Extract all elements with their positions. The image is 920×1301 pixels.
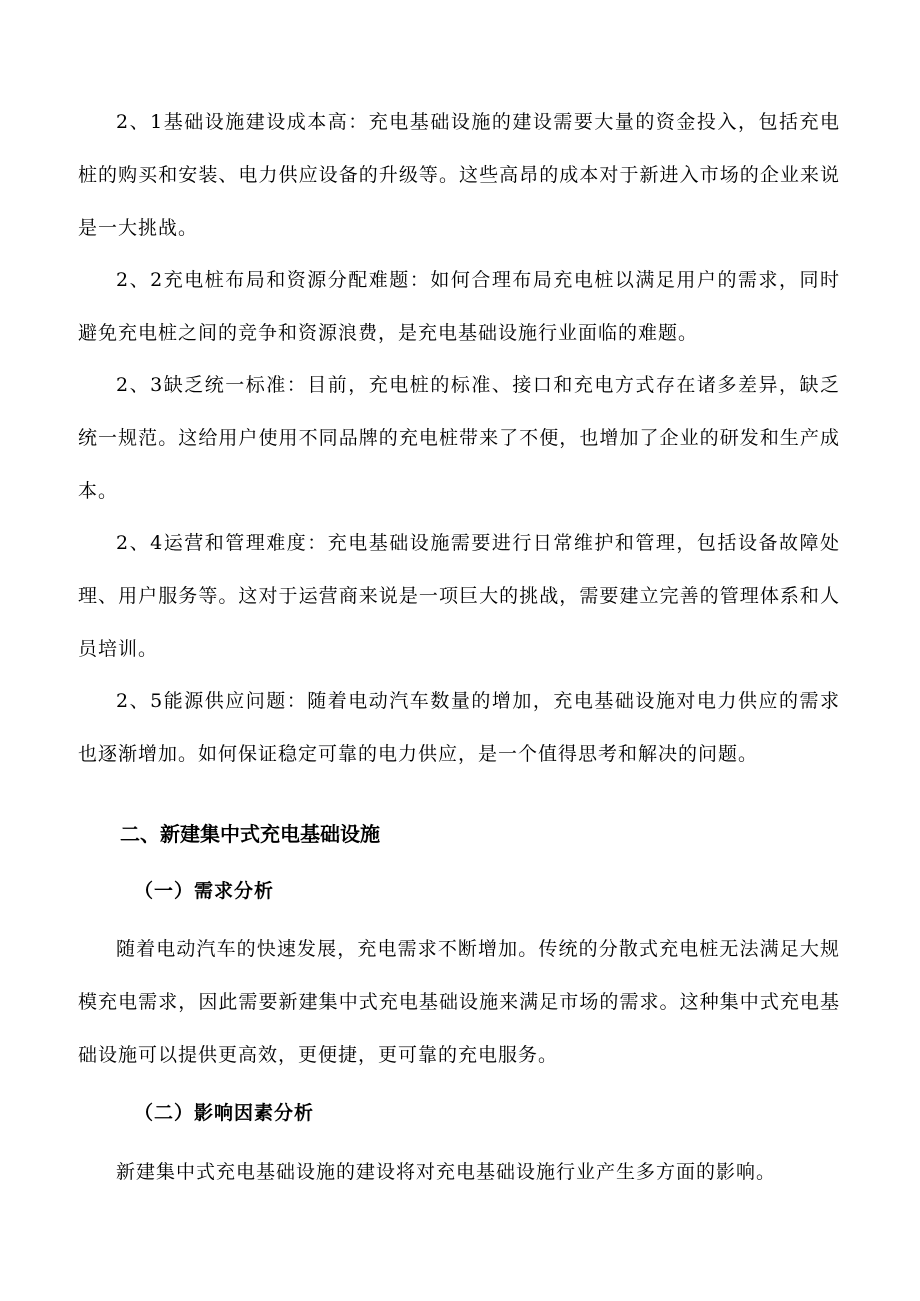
paragraph-factors-analysis: 新建集中式充电基础设施的建设将对充电基础设施行业产生多方面的影响。 (116, 1161, 777, 1183)
subsection-heading-factors: （二）影响因素分析 (134, 1102, 315, 1124)
paragraph-2-2: 2、2充电桩布局和资源分配难题：如何合理布局充电桩以满足用户的需求，同时避免充电桩之间的竞争和资源浪费，是充电基础设施行业面临的难题。 (78, 269, 840, 344)
paragraph-2-4: 2、4运营和管理难度：充电基础设施需要进行日常维护和管理，包括设备故障处理、用户服务等。这对于运营商来说是一项巨大的挑战，需要建立完善的管理体系和人员培训。 (78, 532, 840, 660)
paragraph-demand-analysis: 随着电动汽车的快速发展，充电需求不断增加。传统的分散式充电桩无法满足大规模充电需求，因此需要新建集中式充电基础设施来满足市场的需求。这种集中式充电基础设施可以提供更高效，更便捷，更可靠的充电服务。 (78, 938, 840, 1066)
paragraph-2-5: 2、5能源供应问题：随着电动汽车数量的增加，充电基础设施对电力供应的需求也逐渐增加。如何保证稳定可靠的电力供应，是一个值得思考和解决的问题。 (78, 690, 840, 765)
section-heading: 二、新建集中式充电基础设施 (120, 822, 380, 846)
subsection-heading-demand: （一）需求分析 (134, 880, 275, 902)
paragraph-2-3: 2、3缺乏统一标准：目前，充电桩的标准、接口和充电方式存在诸多差异，缺乏统一规范。这给用户使用不同品牌的充电桩带来了不便，也增加了企业的研发和生产成本。 (78, 374, 840, 502)
paragraph-2-1: 2、1基础设施建设成本高：充电基础设施的建设需要大量的资金投入，包括充电桩的购买和安装、电力供应设备的升级等。这些高昂的成本对于新进入市场的企业来说是一大挑战。 (78, 111, 840, 239)
